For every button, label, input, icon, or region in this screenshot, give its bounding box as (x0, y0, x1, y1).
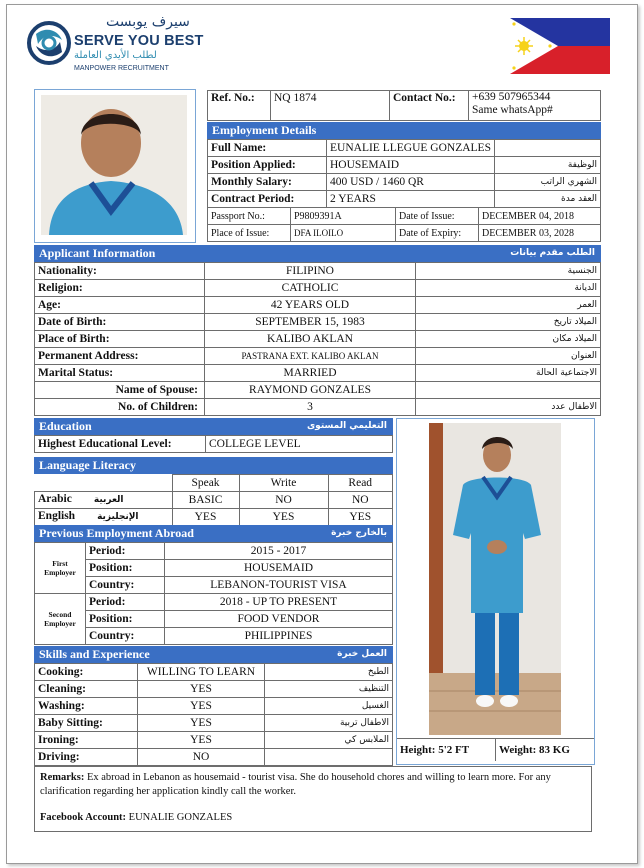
education-label: Highest Educational Level: (35, 436, 206, 453)
height-label: Height: (400, 743, 436, 756)
passport-label: Passport No.: (208, 208, 291, 225)
skill-value: YES (138, 698, 265, 715)
employer-position: HOUSEMAID (165, 560, 393, 577)
employment-row (208, 191, 601, 208)
employment-details-header (207, 122, 601, 139)
applicant-value: PASTRANA EXT. KALIBO AKLAN (205, 348, 416, 365)
skill-row (35, 664, 393, 681)
employment-row (208, 174, 601, 191)
employment-value: EUNALIE LLEGUE GONZALES (327, 140, 495, 157)
logo-english-name: SERVE YOU BEST (74, 33, 204, 49)
previous-employment-row (35, 560, 393, 577)
employment-label: Position Applied: (208, 157, 327, 174)
previous-employment-row (35, 611, 393, 628)
employment-label: Contract Period: (208, 191, 327, 208)
remarks-label: Remarks: (40, 772, 85, 783)
previous-employment-header (34, 525, 393, 542)
applicant-row (35, 399, 601, 416)
language-speak-header: Speak (172, 475, 239, 492)
education-title-ar: التعليمي المستوى (306, 421, 387, 431)
language-name-ar: العربية (93, 495, 124, 505)
applicant-row (35, 365, 601, 382)
skill-label-ar: الاطفال تربية (265, 715, 393, 732)
skill-value: YES (138, 715, 265, 732)
applicant-row (35, 331, 601, 348)
issue-place-value: DFA ILOILO (291, 225, 396, 242)
employer-period-label: Period: (86, 543, 165, 560)
applicant-info-title-ar: الطلب مقدم بيانات (510, 248, 595, 258)
language-row (35, 492, 393, 509)
agency-logo (26, 12, 226, 74)
employer-country: LEBANON-TOURIST VISA (165, 577, 393, 594)
applicant-label: Name of Spouse: (35, 382, 205, 399)
reference-table (207, 90, 601, 121)
applicant-row (35, 297, 601, 314)
skill-row (35, 698, 393, 715)
employer-name: First Employer (35, 543, 86, 594)
applicant-value: SEPTEMBER 15, 1983 (205, 314, 416, 331)
employment-label: Monthly Salary: (208, 174, 327, 191)
height-cell (397, 739, 496, 762)
previous-employment-table (34, 542, 393, 645)
issue-date-label: Date of Issue: (396, 208, 479, 225)
employer-period: 2018 - UP TO PRESENT (165, 594, 393, 611)
previous-employment-row (35, 577, 393, 594)
applicant-info-title: Applicant Information (39, 246, 156, 260)
previous-employment-title-ar: بالخارج خبرة (331, 528, 387, 538)
applicant-row (35, 348, 601, 365)
issue-date-value: DECEMBER 04, 2018 (479, 208, 601, 225)
applicant-label: Marital Status: (35, 365, 205, 382)
facebook-line (40, 811, 586, 825)
employment-details-title: Employment Details (212, 123, 317, 137)
language-write: YES (239, 509, 328, 526)
logo-emblem-icon (26, 14, 72, 72)
expiry-label: Date of Expiry: (396, 225, 479, 242)
applicant-label: Date of Birth: (35, 314, 205, 331)
applicant-value: CATHOLIC (205, 280, 416, 297)
applicant-label: Nationality: (35, 263, 205, 280)
applicant-label: Age: (35, 297, 205, 314)
remarks-paragraph (40, 771, 586, 799)
contact-label: Contact No.: (390, 91, 469, 121)
skill-label-ar: الملابس كي (265, 732, 393, 749)
facebook-label: Facebook Account: (40, 812, 127, 823)
education-table (34, 435, 393, 453)
expiry-value: DECEMBER 03, 2028 (479, 225, 601, 242)
previous-employment-title: Previous Employment Abroad (39, 526, 194, 540)
applicant-value: RAYMOND GONZALES (205, 382, 416, 399)
skill-label: Baby Sitting: (35, 715, 138, 732)
applicant-value: MARRIED (205, 365, 416, 382)
applicant-value: KALIBO AKLAN (205, 331, 416, 348)
skills-title-ar: العمل خبرة (337, 649, 387, 659)
language-read-header: Read (328, 475, 393, 492)
employer-position-label: Position: (86, 611, 165, 628)
skill-value: NO (138, 749, 265, 766)
issue-place-label: Place of Issue: (208, 225, 291, 242)
applicant-label-ar: الديانة (416, 280, 601, 297)
language-speak: BASIC (172, 492, 239, 509)
skill-label: Ironing: (35, 732, 138, 749)
language-read: YES (328, 509, 393, 526)
applicant-label: Permanent Address: (35, 348, 205, 365)
language-row (35, 509, 393, 526)
employment-label-ar (494, 140, 600, 157)
portrait-photo-frame (34, 89, 196, 243)
language-read: NO (328, 492, 393, 509)
full-body-photo (429, 423, 561, 735)
height-value: 5'2 FT (438, 743, 470, 756)
skills-table (34, 663, 393, 766)
language-name: English (38, 510, 76, 522)
skill-label-ar: التنظيف (265, 681, 393, 698)
logo-arabic-subtitle: لطلب الأيدي العاملة (74, 50, 157, 61)
language-name-ar: الإنجليزية (97, 512, 139, 522)
applicant-label-ar: العنوان (416, 348, 601, 365)
applicant-row (35, 382, 601, 399)
employment-value: 2 YEARS (327, 191, 495, 208)
applicant-value: 42 YEARS OLD (205, 297, 416, 314)
employment-label-ar: العقد مدة (494, 191, 600, 208)
applicant-label-ar: الاجتماعية الحالة (416, 365, 601, 382)
education-header (34, 418, 393, 435)
employment-label-ar: الشهري الراتب (494, 174, 600, 191)
language-title: Language Literacy (39, 458, 136, 472)
skills-header (34, 646, 393, 663)
employment-value: 400 USD / 1460 QR (327, 174, 495, 191)
full-body-photo-frame (396, 418, 595, 765)
weight-label: Weight: (499, 743, 537, 756)
education-value: COLLEGE LEVEL (206, 436, 393, 453)
body-measure-table (397, 738, 594, 761)
employer-country-label: Country: (86, 577, 165, 594)
applicant-label-ar: الاطفال عدد (416, 399, 601, 416)
applicant-label: No. of Children: (35, 399, 205, 416)
philippine-flag-icon (510, 18, 610, 74)
applicant-info-table (34, 262, 601, 416)
skill-label: Driving: (35, 749, 138, 766)
applicant-row (35, 280, 601, 297)
employer-period: 2015 - 2017 (165, 543, 393, 560)
language-speak: YES (172, 509, 239, 526)
employer-period-label: Period: (86, 594, 165, 611)
skill-row (35, 715, 393, 732)
employer-position-label: Position: (86, 560, 165, 577)
skill-label: Cooking: (35, 664, 138, 681)
remarks-box (34, 766, 592, 832)
skill-label: Washing: (35, 698, 138, 715)
applicant-label-ar: العمر (416, 297, 601, 314)
skill-row (35, 749, 393, 766)
skill-label: Cleaning: (35, 681, 138, 698)
applicant-label: Place of Birth: (35, 331, 205, 348)
logo-subtitle: MANPOWER RECRUITMENT (74, 65, 169, 72)
weight-value: 83 KG (539, 743, 570, 756)
facebook-value: EUNALIE GONZALES (128, 812, 233, 823)
weight-cell (496, 739, 595, 762)
skills-title: Skills and Experience (39, 647, 150, 661)
passport-table (207, 207, 601, 242)
skill-row (35, 732, 393, 749)
previous-employment-row (35, 628, 393, 645)
contact-value (469, 91, 601, 121)
employer-position: FOOD VENDOR (165, 611, 393, 628)
skill-row (35, 681, 393, 698)
employment-label-ar: الوظيفة (494, 157, 600, 174)
language-name-cell (35, 509, 173, 526)
language-corner (35, 475, 173, 492)
skill-value: WILLING TO LEARN (138, 664, 265, 681)
logo-arabic-name: سيرف يوبست (106, 14, 190, 30)
skill-value: YES (138, 681, 265, 698)
employment-details-table (207, 139, 601, 208)
employment-row (208, 140, 601, 157)
employment-value: HOUSEMAID (327, 157, 495, 174)
language-write: NO (239, 492, 328, 509)
skill-label-ar: الغسيل (265, 698, 393, 715)
applicant-label-ar: الجنسية (416, 263, 601, 280)
applicant-label-ar (416, 382, 601, 399)
ref-label: Ref. No.: (208, 91, 271, 121)
language-write-header: Write (239, 475, 328, 492)
employment-row (208, 157, 601, 174)
contact-whatsapp: Same whatsApp# (472, 104, 553, 116)
remarks-text: Ex abroad in Lebanon as housemaid - tourist visa. She do household chores and willing to learn more. For any clarification regarding her application kindly call the worker. (40, 772, 551, 797)
previous-employment-row (35, 543, 393, 560)
language-name: Arabic (38, 493, 72, 505)
applicant-label: Religion: (35, 280, 205, 297)
contact-number: +639 507965344 (472, 91, 551, 103)
skill-value: YES (138, 732, 265, 749)
previous-employment-row (35, 594, 393, 611)
passport-value: P9809391A (291, 208, 396, 225)
applicant-value: 3 (205, 399, 416, 416)
language-header (34, 457, 393, 474)
applicant-value: FILIPINO (205, 263, 416, 280)
employer-country: PHILIPPINES (165, 628, 393, 645)
education-title: Education (39, 419, 92, 433)
employer-country-label: Country: (86, 628, 165, 645)
employment-label: Full Name: (208, 140, 327, 157)
skill-label-ar: الطبخ (265, 664, 393, 681)
applicant-row (35, 263, 601, 280)
language-table (34, 474, 393, 526)
employer-name: Second Employer (35, 594, 86, 645)
applicant-label-ar: الميلاد تاريخ (416, 314, 601, 331)
language-name-cell (35, 492, 173, 509)
applicant-info-header (34, 245, 601, 262)
ref-value: NQ 1874 (271, 91, 390, 121)
portrait-photo (41, 95, 187, 235)
applicant-row (35, 314, 601, 331)
applicant-label-ar: الميلاد مكان (416, 331, 601, 348)
skill-label-ar (265, 749, 393, 766)
